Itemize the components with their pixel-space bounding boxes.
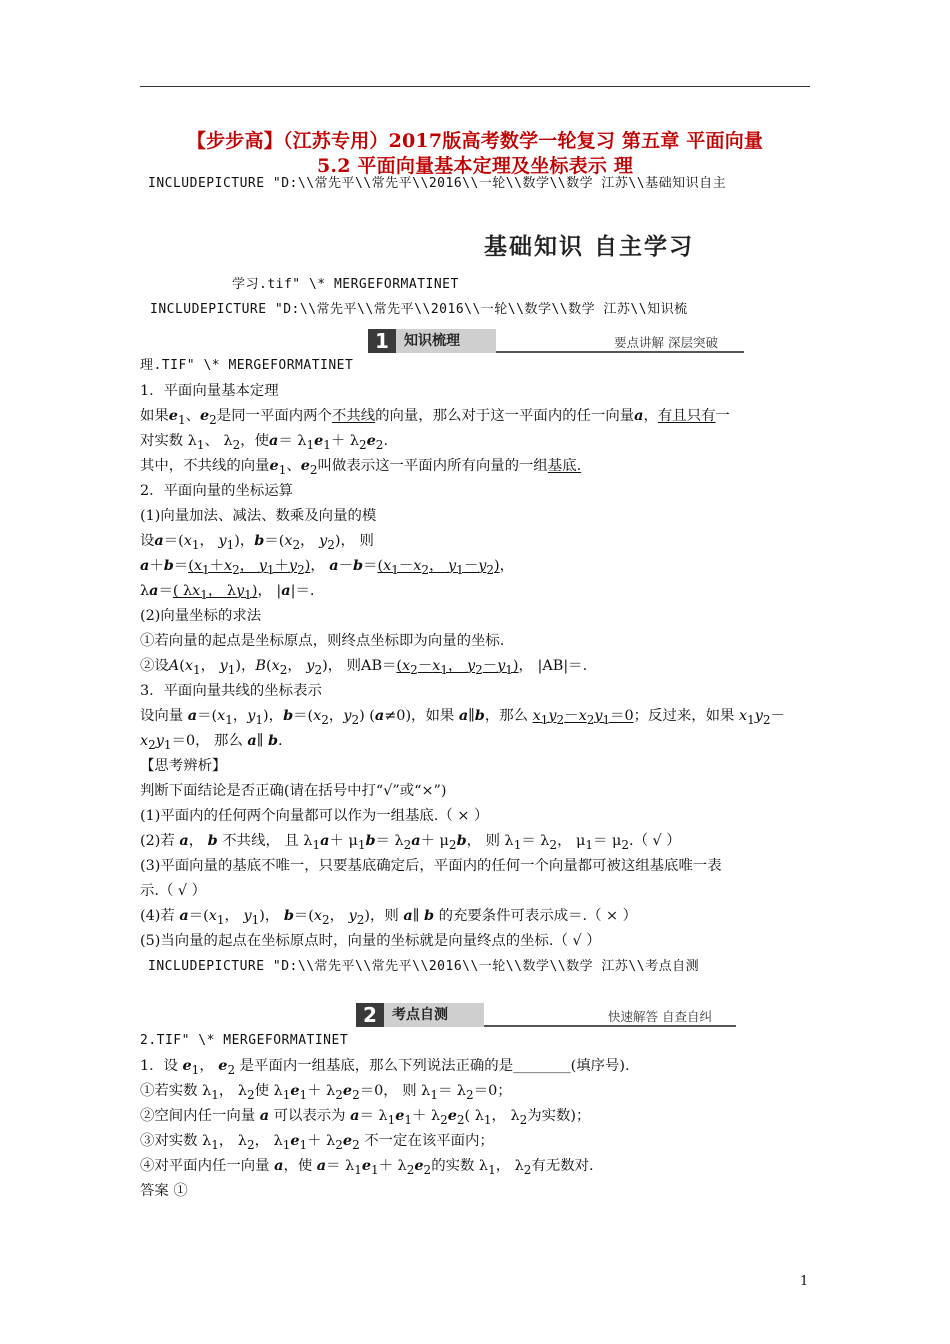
banner-title: 基础知识 自主学习 (484, 234, 695, 260)
section-number: 1 (368, 329, 396, 353)
exercise-1: 1．设 $e_1$， $e_2$ 是平面内一组基底，那么下列说法正确的是________(填序号). (140, 1057, 630, 1077)
text-scalar: λa＝( $\lambda x_1$， $\lambda y_1$)， |a|＝. (140, 582, 315, 602)
text-vectors-def: 设$a=(x_1$， $y_1$)，$b=(x_2$， $y_2$)， 则 (140, 532, 374, 552)
section-label: 考点自测 (384, 1003, 484, 1027)
heading-coordinate-ops: 2．平面向量的坐标运算 (140, 483, 294, 499)
section-rule (484, 1025, 736, 1027)
section-subtitle: 快速解答 自查自纠 (608, 1009, 712, 1024)
section-label: 知识梳理 (396, 329, 496, 353)
text-add-sub: $a+b=(x_1+x_2$， $y_1+y_2$)， $a-b=(x_1-x_2$， $y_1-y_2$)， (140, 557, 515, 577)
question-5: (5)当向量的起点在坐标原点时，向量的坐标就是向量终点的坐标.（ √ ） (140, 933, 601, 949)
page-number: 1 (800, 1274, 809, 1289)
field-code-3-tail: 2.TIF" \* MERGEFORMATINET (140, 1033, 349, 1048)
answer: 答案 ① (140, 1183, 188, 1199)
option-2: ②空间内任一向量 a 可以表示为 $a= \lambda_1e_1+ \lambda_2e_2$( $\lambda_1$， $\lambda_2$为实数)； (140, 1107, 591, 1127)
doc-title-line2: 5.2 平面向量基本定理及坐标表示 理 (316, 155, 634, 177)
doc-title-line1: 【步步高】（江苏专用）2017版高考数学一轮复习 第五章 平面向量 (186, 130, 764, 152)
subheading-coordinates: (2)向量坐标的求法 (140, 608, 262, 624)
section-rule (496, 351, 744, 353)
option-4: ④对平面内任一向量 a，使 $a= \lambda_1e_1+ \lambda_2e_2$的实数 $\lambda_1$， $\lambda_2$有无数对. (140, 1157, 594, 1177)
section-bar-knowledge (368, 329, 744, 353)
question-3-cont: 示.（ √ ） (140, 883, 207, 899)
text-think-intro: 判断下面结论是否正确(请在括号中打“√”或“×”) (140, 783, 447, 799)
field-code-1: INCLUDEPICTURE "D:\\常先平\\常先平\\2016\\一轮\\数学\\数学 江苏\\基础知识自主 (148, 176, 727, 191)
section-number: 2 (356, 1003, 384, 1027)
heading-basic-theorem: 1．平面向量基本定理 (140, 383, 279, 399)
subheading-ops: (1)向量加法、减法、数乘及向量的模 (140, 508, 377, 524)
field-code-3: INCLUDEPICTURE "D:\\常先平\\常先平\\2016\\一轮\\数学\\数学 江苏\\考点自测 (148, 959, 700, 974)
text-collinear-1: 设向量 $a=(x_1$，$y_1$)，$b=(x_2$，$y_2$) (a≠0)，如果 a∥b，那么 $x_1y_2-x_2y_1=0$；反过来，如果 $x_1y_2-$ (140, 707, 785, 727)
text-origin-coords: ①若向量的起点是坐标原点，则终点坐标即为向量的坐标. (140, 633, 505, 649)
section-bar-self-test (356, 1003, 736, 1027)
text-theorem-3: 其中，不共线的向量$e_1$、$e_2$叫做表示这一平面内所有向量的一组基底. (140, 457, 582, 477)
text-theorem-1: 如果$e_1$、$e_2$是同一平面内两个不共线的向量，那么对于这一平面内的任一向量a，有且只有一 (140, 407, 730, 427)
text-theorem-2: 对实数 $\lambda_1$、 $\lambda_2$，使$a= \lambda_1e_1+ \lambda_2e_2$. (140, 432, 389, 452)
section-subtitle: 要点讲解 深层突破 (614, 335, 718, 350)
question-4: (4)若 $a=(x_1$， $y_1$)， $b=(x_2$， $y_2$)，则 a∥ b 的充要条件可表示成＝.（ × ） (140, 907, 638, 927)
option-3: ③对实数 $\lambda_1$， $\lambda_2$， $\lambda_1e_1+ \lambda_2e_2$ 不一定在该平面内； (140, 1132, 494, 1152)
question-2: (2)若 a， b 不共线， 且 $\lambda_1a+ \mu_1b= \lambda_2a+ \mu_2b$， 则 $\lambda_1= \lambda_2$， $\mu_1= \mu_2$.（ √ ） (140, 832, 681, 852)
header-rule (140, 86, 810, 87)
field-code-2: INCLUDEPICTURE "D:\\常先平\\常先平\\2016\\一轮\\数学\\数学 江苏\\知识梳 (150, 302, 688, 317)
option-1: ①若实数 $\lambda_1$， $\lambda_2$使 $\lambda_1e_1+ \lambda_2e_2=0$， 则 $\lambda_1= \lambda_2=0$； (140, 1082, 512, 1102)
field-code-2-tail: 理.TIF" \* MERGEFORMATINET (140, 358, 354, 373)
heading-think: 【思考辨析】 (140, 758, 227, 774)
field-code-1-tail: 学习.tif" \* MERGEFORMATINET (232, 277, 459, 292)
text-ab-coords: ②设$A(x_1$， $y_1$)，$B(x_2$， $y_2$)， 则$AB=(x_2-x_1$， $y_2-y_1$)， |AB|＝. (140, 658, 588, 677)
heading-collinear: 3．平面向量共线的坐标表示 (140, 683, 322, 699)
question-1: (1)平面内的任何两个向量都可以作为一组基底.（ × ） (140, 808, 489, 824)
text-collinear-2: $x_2y_1=0$， 那么 a∥ b. (140, 732, 283, 752)
question-3: (3)平面向量的基底不唯一，只要基底确定后，平面内的任何一个向量都可被这组基底唯一表 (140, 858, 722, 874)
